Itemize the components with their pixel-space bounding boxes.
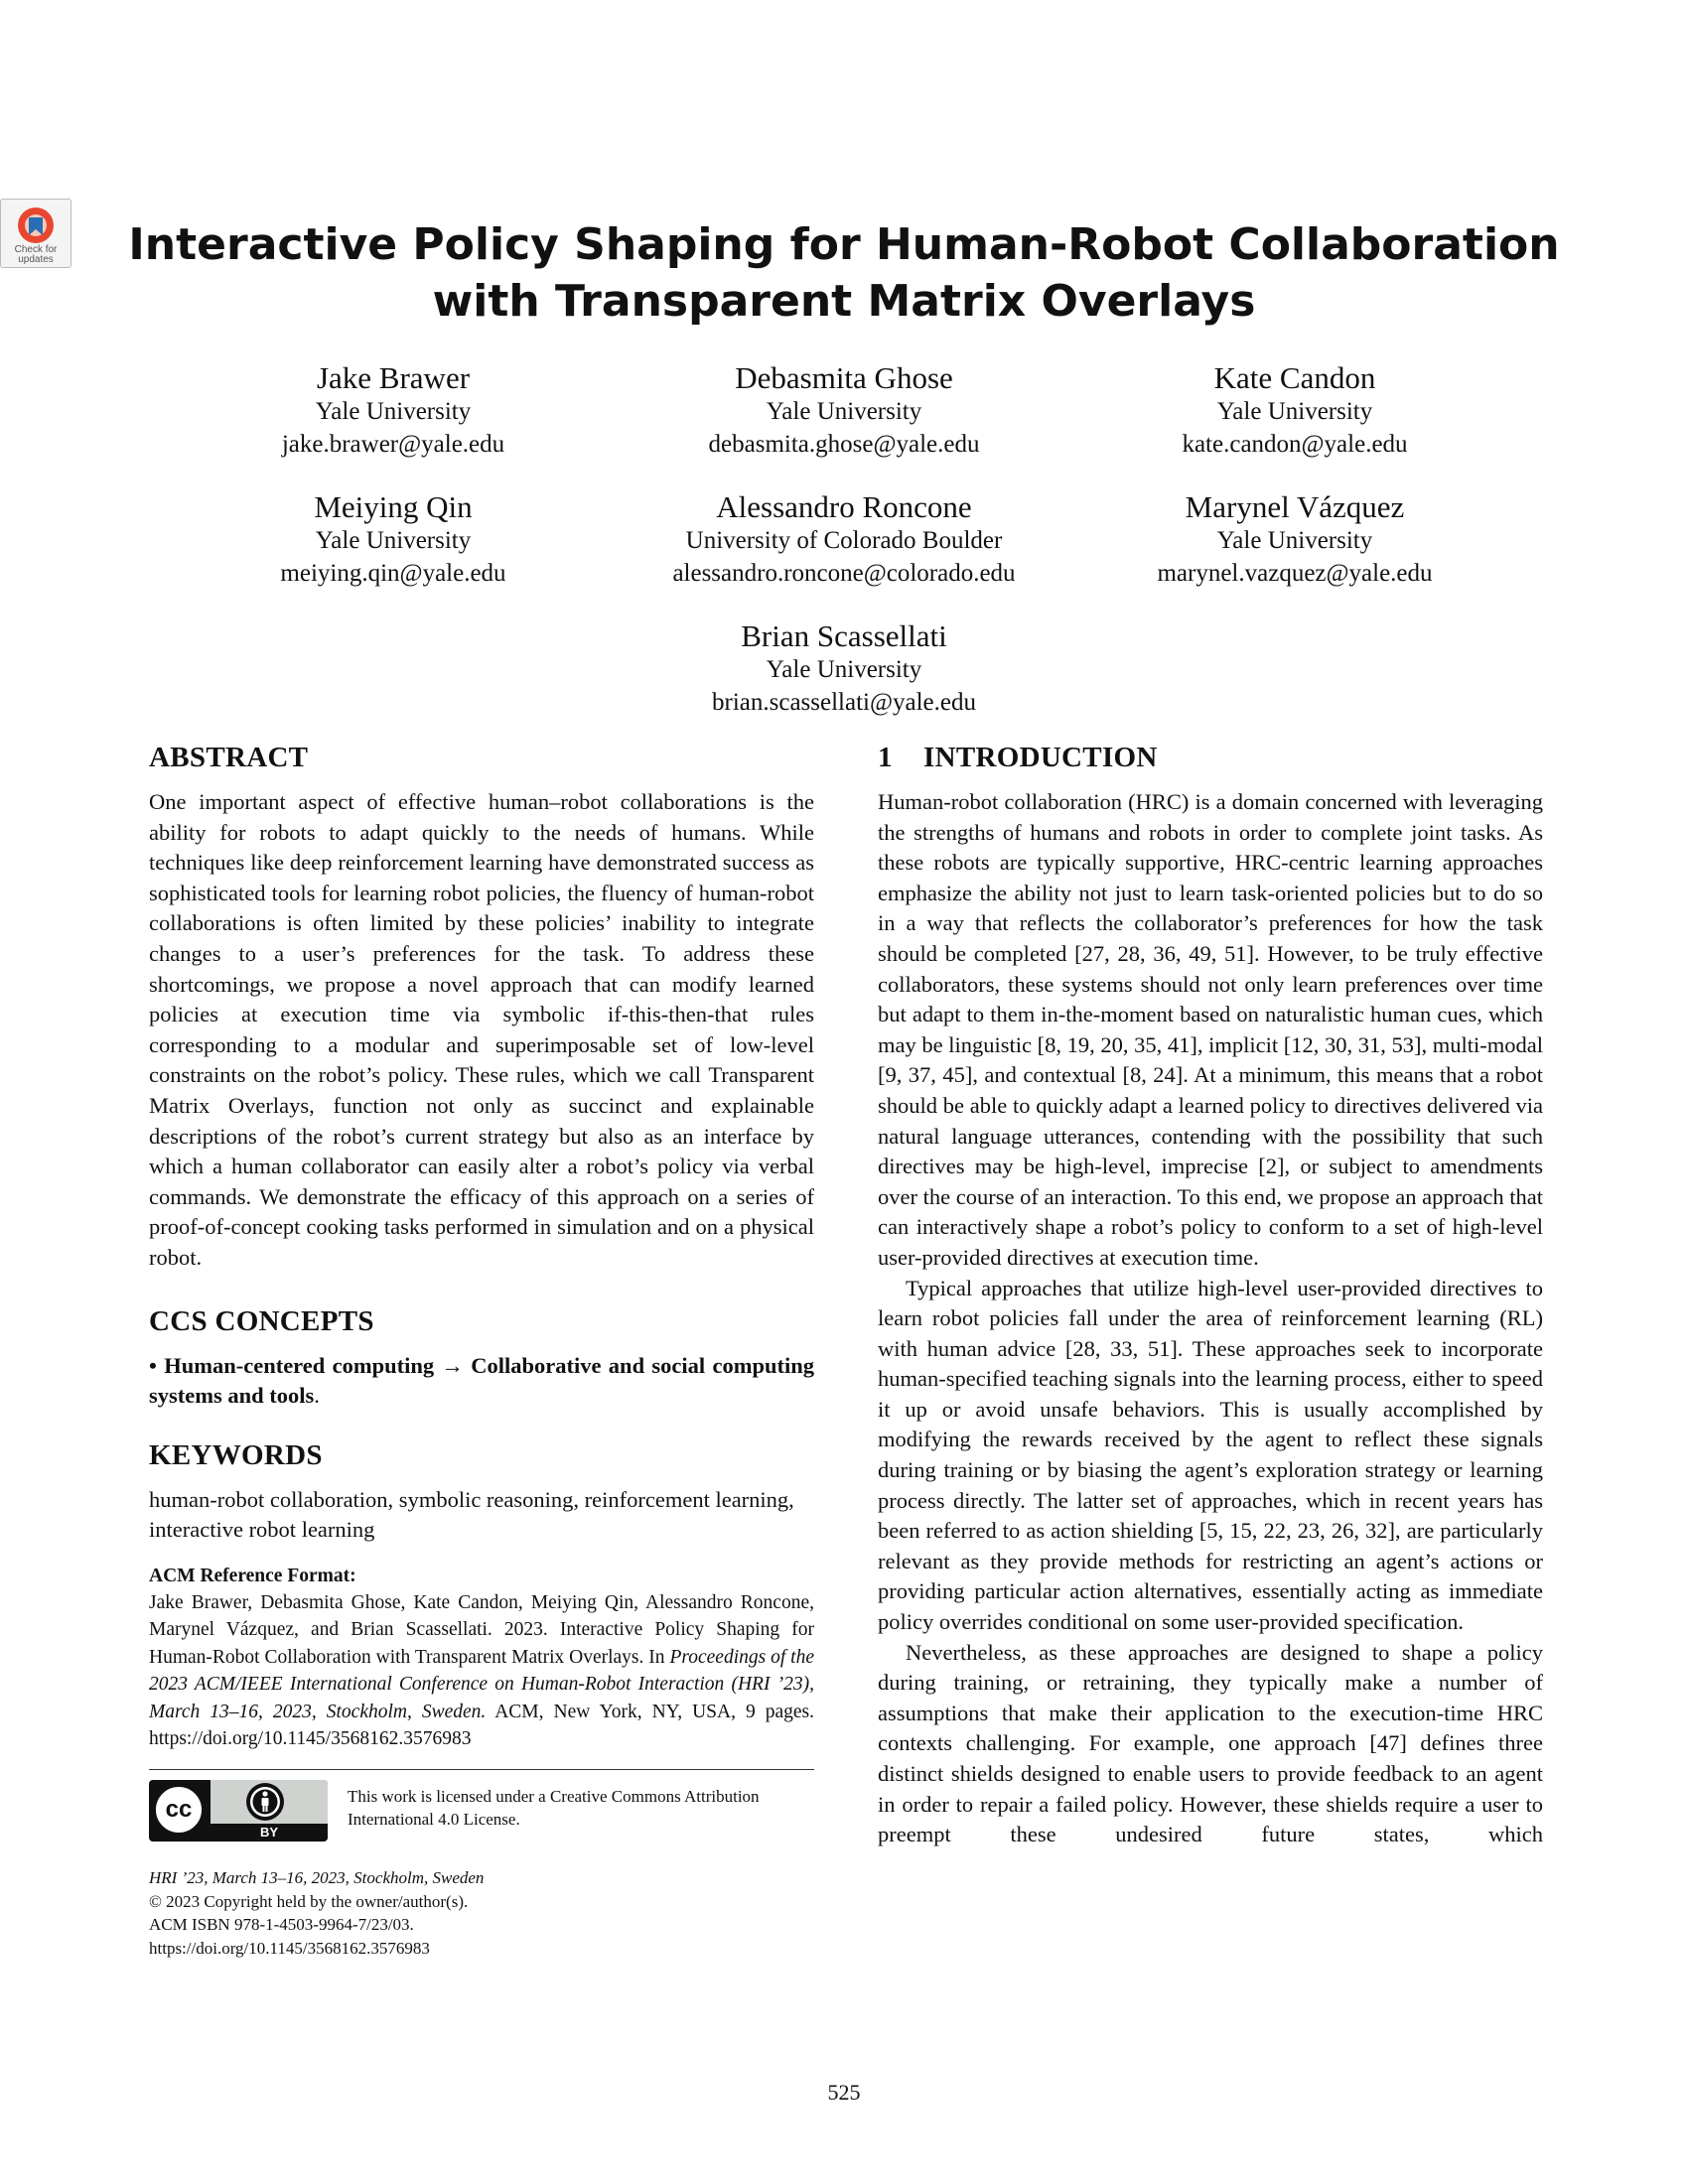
check-for-updates-badge[interactable] (0, 199, 71, 268)
author-affiliation: Yale University (1216, 527, 1373, 554)
author-block (1017, 361, 1573, 461)
acm-reference-publisher[interactable]: ACM, New York, NY, USA, 9 pages. https://doi.org/10.1145/3568162.3576983 (149, 1701, 814, 1750)
section-title: INTRODUCTION (923, 742, 1158, 773)
page-number: 525 (827, 2080, 861, 2105)
attribution-person-icon (246, 1783, 284, 1821)
right-column (878, 740, 1543, 1850)
section-number: 1 (878, 742, 893, 773)
intro-paragraph: Human-robot collaboration (HRC) is a domain concerned with leveraging the strengths of humans and robots in order to complete joint tasks. As these robots are typically supportive, HRC-centric learning approaches emphasize the ability not just to learn task-oriented policies but to do so in a way that reflects the collaborator’s preferences for how the task should be completed [27, 28, 36, 49, 51]. However, to be truly effective collaborators, these systems should not only learn preferences over time but adapt to them in-the-moment based on naturalistic human cues, which may be linguistic [8, 19, 20, 35, 41], implicit [12, 30, 31, 53], multi-modal [9, 37, 45], and contextual [8, 24]. At a minimum, this means that a robot should be able to quickly adapt a learned policy to directives delivered via natural language utterances, contending with the possibility that such directives may be high-level, imprecise [2], or subject to amendments over the course of an interaction. To this end, we propose an approach that can interactively shape a robot’s policy to conform to a set of high-level user-provided directives at execution time. (878, 789, 1543, 1270)
author-email[interactable]: brian.scassellati@yale.edu (712, 689, 976, 716)
ccs-text: • Human-centered computing → Collaborative and social computing systems and tools (149, 1352, 814, 1409)
ccs-concepts (149, 1351, 814, 1412)
left-column (149, 740, 814, 1753)
crossmark-icon (16, 205, 56, 245)
abstract-heading: ABSTRACT (149, 742, 309, 773)
abstract-text: One important aspect of effective human–robot collaborations is the ability for robots to adapt quickly to the needs of humans. While techniques like deep reinforcement learning have demonstrated success as sophisticated tools for learning robot policies, the fluency of human-robot collaborations is often limited by these policies’ inability to integrate changes to a user’s preferences for the task. To address these shortcomings, we propose a novel approach that can modify learned policies at execution time via symbolic if-this-then-that rules corresponding to a modular and superimposable set of low-level constraints on the robot’s policy. These rules, which we call Transparent Matrix Overlays, function not only as succinct and explainable descriptions of the robot’s current strategy but also as an interface by which a human collaborator can easily alter a robot’s policy via verbal commands. We demonstrate the efficacy of this approach on a series of proof-of-concept cooking tasks performed in simulation and on a physical robot. (149, 789, 814, 1270)
keywords-text: human-robot collaboration, symbolic reasoning, reinforcement learning, interactive robot learning (149, 1486, 794, 1543)
copyright-block (149, 1866, 814, 1960)
check-for-updates-label: Check for updates (14, 244, 58, 265)
author-affiliation: University of Colorado Boulder (685, 527, 1003, 554)
cc-icon: cc (153, 1784, 205, 1836)
author-name: Meiying Qin (314, 489, 473, 524)
author-email[interactable]: jake.brawer@yale.edu (281, 431, 505, 458)
introduction-heading (878, 740, 1543, 775)
license-text: This work is licensed under a Creative Commons Attribution International 4.0 License. (348, 1787, 760, 1829)
cc-by-license-logo[interactable] (149, 1780, 328, 1842)
acm-reference-heading: ACM Reference Format: (149, 1565, 356, 1586)
author-name: Brian Scassellati (741, 618, 947, 653)
by-label: BY (211, 1824, 328, 1842)
author-block (1017, 490, 1573, 590)
ccs-end: . (314, 1383, 320, 1409)
author-affiliation: Yale University (766, 398, 922, 425)
keywords-heading: KEYWORDS (149, 1438, 323, 1471)
acm-reference-venue: Proceedings of the 2023 ACM/IEEE International Conference on Human-Robot Interaction (HRI ’23), March 13–16, 2023, Stockholm, Sweden. (149, 1646, 814, 1722)
author-name: Marynel Vázquez (1185, 489, 1405, 524)
paper-title: Interactive Policy Shaping for Human-Robot Collaboration with Transparent Matrix Overlays (128, 219, 1560, 327)
author-email[interactable]: debasmita.ghose@yale.edu (708, 431, 980, 458)
conference-line: HRI ’23, March 13–16, 2023, Stockholm, Sweden (149, 1868, 485, 1887)
author-block (566, 619, 1122, 719)
doi-link[interactable]: https://doi.org/10.1145/3568162.3576983 (149, 1938, 430, 1958)
author-email[interactable]: marynel.vazquez@yale.edu (1157, 560, 1433, 587)
author-affiliation: Yale University (766, 656, 922, 683)
author-name: Jake Brawer (316, 360, 471, 395)
ccs-heading: CCS CONCEPTS (149, 1304, 374, 1337)
author-affiliation: Yale University (315, 398, 472, 425)
isbn-line: ACM ISBN 978-1-4503-9964-7/23/03. (149, 1915, 414, 1934)
intro-paragraph: Typical approaches that utilize high-level user-provided directives to learn robot policies fall under the area of reinforcement learning (RL) with human advice [28, 33, 51]. These approaches seek to incorporate human-specified teaching signals into the learning process, either to speed it up or avoid unsafe behaviors. This is usually accomplished by modifying the rewards received by the agent to reflect these signals during training or by biasing the agent’s exploration strategy or learning process directly. The latter set of approaches, which in recent years has been referred to as action shielding [5, 15, 22, 23, 26, 32], are particularly relevant as they provide methods for restricting an agent’s actions or providing particular action alternatives, essentially acting as immediate policy overrides conditional on some user-provided specification. (878, 1275, 1543, 1635)
author-name: Kate Candon (1213, 360, 1376, 395)
author-name: Debasmita Ghose (735, 360, 953, 395)
copyright-line: © 2023 Copyright held by the owner/author(s). (149, 1891, 469, 1911)
author-name: Alessandro Roncone (716, 489, 972, 524)
author-affiliation: Yale University (315, 527, 472, 554)
acm-reference-text (149, 1589, 814, 1753)
author-email[interactable]: kate.candon@yale.edu (1182, 431, 1408, 458)
author-affiliation: Yale University (1216, 398, 1373, 425)
author-email[interactable]: meiying.qin@yale.edu (280, 560, 506, 587)
footnote-divider (149, 1769, 814, 1770)
author-email[interactable]: alessandro.roncone@colorado.edu (672, 560, 1016, 587)
intro-paragraph: Nevertheless, as these approaches are designed to shape a policy during training, or retraining, they typically make a number of assumptions that make their application to the execution-time HRC contexts challenging. For example, one approach [47] defines three distinct shields designed to enable users to provide feedback to an agent in order to repair a failed policy. However, these shields require a user to preempt these undesired future states, which (878, 1639, 1543, 1847)
acm-reference-authors: Jake Brawer, Debasmita Ghose, Kate Candon, Meiying Qin, Alessandro Roncone, Marynel Vázquez, and Brian Scassellati. 2023. Interactive Policy Shaping for Human-Robot Collaboration with Transparent Matrix Overlays. In (149, 1591, 814, 1668)
